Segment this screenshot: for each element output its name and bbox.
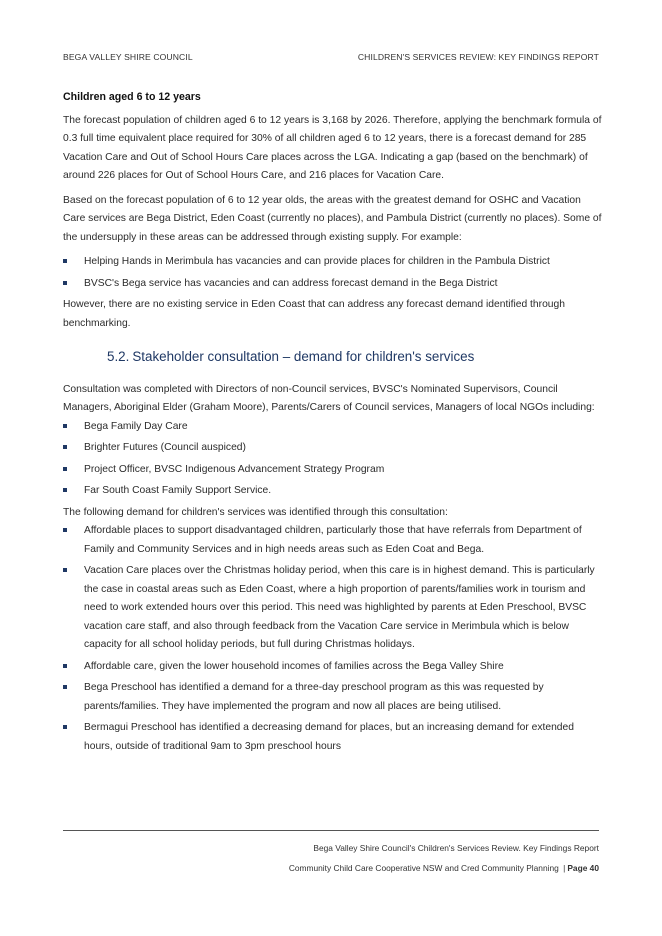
list-item-text: Helping Hands in Merimbula has vacancies and can provide places for children in the Pambula District [84,256,550,267]
footer-authors-line [289,858,599,878]
header-report-title: CHILDREN'S SERVICES REVIEW: KEY FINDINGS REPORT [357,52,599,62]
list-item [63,679,603,716]
paragraph-demand-identified: The following demand for children's services was identified through this consultation: [63,506,448,518]
list-item-text: Vacation Care places over the Christmas holiday period, when this care is in highest demand. This is particularly the case in coastal areas such as Eden Coast, where a high proportion of parents/families work in tourism and need to work extended hours over this period. This need was highlighted by parents at Eden Preschool, BVSC vacation care staff, and also through feedback from the Vacation Care service in Merimbula which is below capacity for all school holiday periods, but full during Christmas holidays. [84,565,595,650]
list-item-text: Project Officer, BVSC Indigenous Advancement Strategy Program [84,463,385,475]
footer-authors: Community Child Care Cooperative NSW and Cred Community Planning [288,863,559,873]
square-bullet-icon [63,259,67,263]
list-item [63,253,603,272]
square-bullet-icon [63,725,67,729]
square-bullet-icon [63,568,67,572]
square-bullet-icon [63,424,67,428]
list-item-text: Brighter Futures (Council auspiced) [84,442,246,453]
square-bullet-icon [63,467,67,471]
footer-divider [63,830,599,831]
list-item-text: Bega Preschool has identified a demand for a three-day preschool program as this was requested by parents/families. They have implemented the program and now all places are being utilised. [84,682,544,712]
list-item [63,439,603,458]
page-footer [289,838,599,878]
square-bullet-icon [63,281,67,285]
bullet-list-existing-supply [63,253,603,293]
list-item [63,275,603,294]
square-bullet-icon [63,528,67,532]
bullet-list-demand [63,522,603,756]
square-bullet-icon [63,488,67,492]
square-bullet-icon [63,445,67,449]
section-number: 5.2. [107,349,130,364]
list-item-text: Affordable places to support disadvantaged children, particularly those that have referrals from Department of Family and Community Services and in high needs areas such as Eden Coat and Bega. [84,525,582,555]
list-item [63,719,603,756]
list-item [63,418,603,437]
list-item-text: Bega Family Day Care [84,420,188,432]
page-number: Page 40 [567,863,599,873]
list-item [63,658,603,677]
header-council-name: BEGA VALLEY SHIRE COUNCIL [63,52,193,62]
list-item-text: Bermagui Preschool has identified a decreasing demand for places, but an increasing demand for extended hours, outside of traditional 9am to 3pm preschool hours [84,722,574,752]
footer-report-name: Bega Valley Shire Council's Children's Services Review. Key Findings Report [313,843,599,853]
list-item [63,482,603,501]
list-item [63,562,603,655]
list-item-text: BVSC's Bega service has vacancies and can address forecast demand in the Bega District [84,277,498,289]
subheading-children-6-12: Children aged 6 to 12 years [63,91,201,103]
list-item [63,461,603,480]
section-title: Stakeholder consultation – demand for children's services [132,349,475,364]
paragraph-consultation: Consultation was completed with Directors of non-Council services, BVSC's Nominated Supervisors, Council Managers, Aboriginal Elder (Graham Moore), Parents/Carers of Council services, Managers of local NGOs including: [63,383,595,413]
square-bullet-icon [63,685,67,689]
page-header [63,52,599,62]
list-item [63,522,603,559]
paragraph-eden-coast-gap: However, there are no existing service in Eden Coast that can address any forecast demand identified through benchmarking. [63,299,565,329]
paragraph-forecast-population: The forecast population of children aged 6 to 12 years is 3,168 by 2026. Therefore, applying the benchmark formula of 0.3 full time equivalent place required for 30% of all children aged 6 to 12 years, there is a forecast demand for 285 Vacation Care and Out of School Hours Care places across the LGA. Indicating a gap (based on the benchmark) of around 226 places for Out of School Hours Care, and 216 places for Vacation Care. [63,114,602,181]
page-content [63,88,603,759]
footer-separator: | [563,863,566,873]
bullet-list-stakeholders [63,418,603,501]
list-item-text: Far South Coast Family Support Service. [84,485,272,496]
square-bullet-icon [63,664,67,668]
list-item-text: Affordable care, given the lower household incomes of families across the Bega Valley Shire [84,660,504,672]
paragraph-greatest-demand: Based on the forecast population of 6 to 12 year olds, the areas with the greatest demand for OSHC and Vacation Care services are Bega District, Eden Coast (currently no places), and Pambula District (currently no places). Some of the undersupply in these areas can be addressed through existing supply. For example: [63,194,602,243]
section-heading-5-2 [107,348,603,367]
